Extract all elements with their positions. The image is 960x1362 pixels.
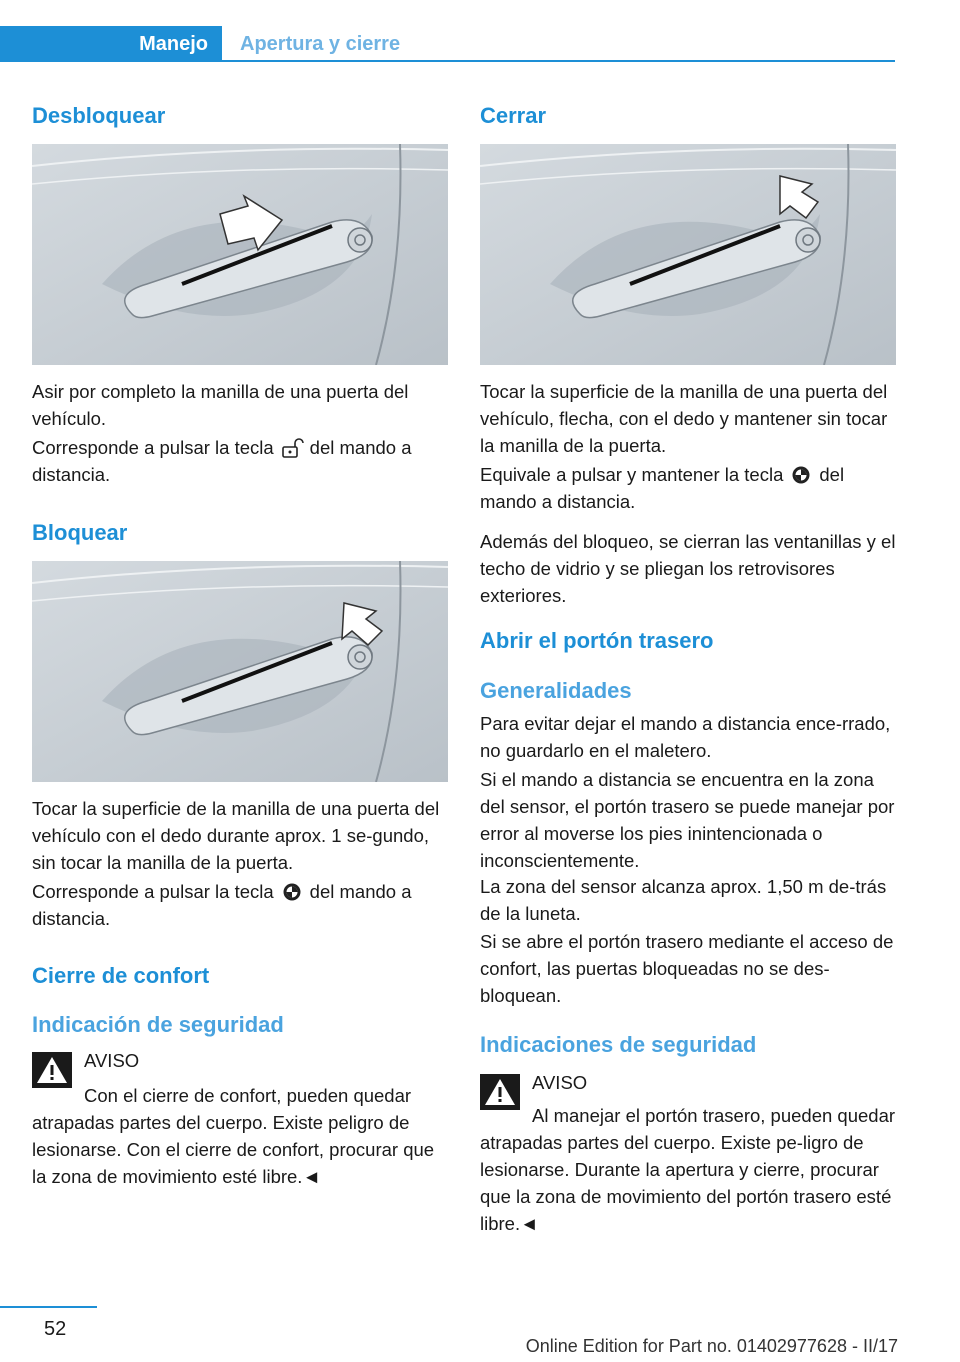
unlock-paragraph-2 [32, 434, 448, 488]
edition-note: Online Edition for Part no. 01402977628 - II/17 [525, 1336, 898, 1356]
bmw-logo-key-icon [789, 465, 813, 485]
close-paragraph-2 [480, 461, 896, 515]
warning-label: AVISO [532, 1072, 588, 1093]
lock-paragraph-2-end: del mando a distancia. [32, 881, 412, 929]
safety-heading: Indicación de seguridad [32, 1012, 284, 1037]
close-heading: Cerrar [480, 103, 547, 128]
lock-paragraph-1: Tocar la superficie de la manilla de una puerta del vehículo con el dedo durante aprox. 1 se-gundo, sin tocar la manilla de la puerta. [32, 798, 440, 873]
chapter-tab[interactable]: Manejo [0, 26, 222, 62]
unlock-paragraph-2-start: Corresponde a pulsar la tecla [32, 437, 274, 458]
tailgate-heading: Abrir el portón trasero [480, 628, 714, 653]
lock-paragraph-2 [32, 878, 448, 932]
header-rule [0, 60, 895, 62]
general-paragraph-3: La zona del sensor alcanza aprox. 1,50 m de-trás de la luneta. [480, 876, 887, 924]
door-handle-lock-figure [32, 561, 448, 782]
page-header [0, 26, 895, 62]
section-tab[interactable]: Apertura y cierre [240, 33, 401, 55]
comfort-heading: Cierre de confort [32, 963, 210, 988]
warning-text: Al manejar el portón trasero, pueden quedar atrapadas partes del cuerpo. Existe pe-ligro de lesionarse. Durante la apertura y cierre, procurar que la zona de movimiento del portón trasero esté libre.◄ [480, 1105, 896, 1234]
general-paragraph-2: Si el mando a distancia se encuentra en la zona del sensor, el portón trasero se puede manejar por error al moverse los pies inintencionada o inconscientemente. [480, 769, 895, 871]
close-paragraph-2-end: del mando a distancia. [480, 464, 845, 512]
unlock-heading: Desbloquear [32, 103, 166, 128]
warning-label: AVISO [84, 1050, 140, 1071]
page-number: 52 [44, 1318, 67, 1340]
general-heading: Generalidades [480, 678, 632, 703]
general-paragraph-1: Para evitar dejar el mando a distancia ence-rrado, no guardarlo en el maletero. [480, 713, 891, 761]
footer-rule [0, 1306, 97, 1308]
lock-heading: Bloquear [32, 520, 128, 545]
close-paragraph-3: Además del bloqueo, se cierran las ventanillas y el techo de vidrio y se pliegan los retrovisores exteriores. [480, 531, 896, 606]
unlock-paragraph-1: Asir por completo la manilla de una puerta del vehículo. [32, 381, 409, 429]
warning-text: Con el cierre de confort, pueden quedar atrapadas partes del cuerpo. Existe peligro de lesionarse. Con el cierre de confort, procurar que la zona de movimiento esté libre.◄ [32, 1085, 435, 1187]
general-paragraph-4: Si se abre el portón trasero mediante el acceso de confort, las puertas bloqueadas no se des-bloquean. [480, 931, 894, 1006]
bmw-logo-key-icon [280, 882, 304, 902]
close-paragraph-2-start: Equivale a pulsar y mantener la tecla [480, 464, 784, 485]
lock-paragraph-2-start: Corresponde a pulsar la tecla [32, 881, 274, 902]
unlock-paragraph-2-end: del mando a distancia. [32, 437, 412, 485]
safety-indications-heading: Indicaciones de seguridad [480, 1032, 757, 1057]
door-handle-unlock-figure [32, 144, 448, 365]
unlock-key-icon [280, 438, 304, 458]
close-paragraph-1: Tocar la superficie de la manilla de una puerta del vehículo, flecha, con el dedo y mantener sin tocar la manilla de la puerta. [480, 381, 888, 456]
door-handle-close-figure [480, 144, 896, 365]
